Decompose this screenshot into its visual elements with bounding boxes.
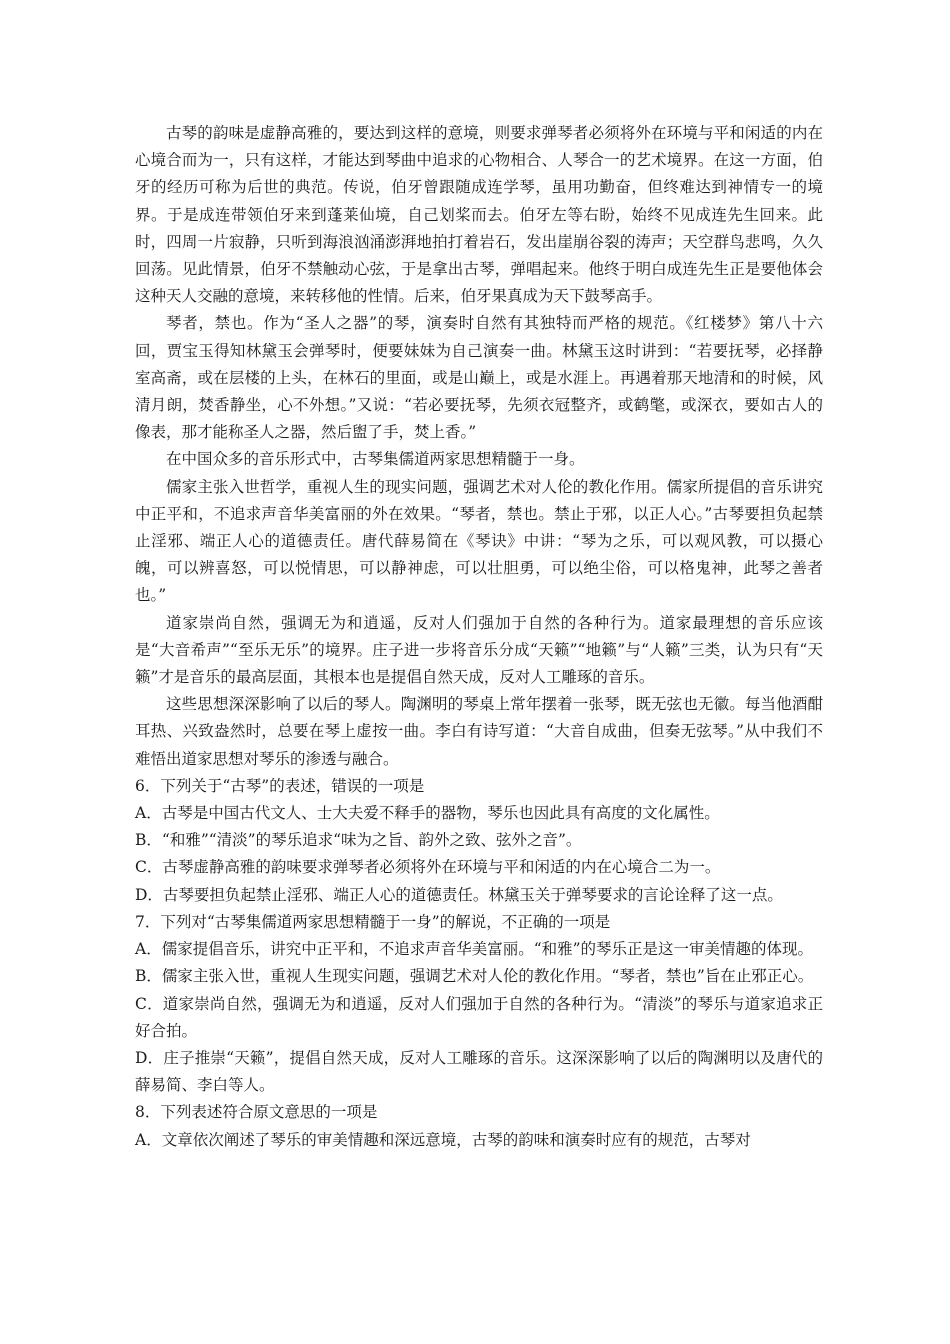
passage-paragraph-3: 在中国众多的音乐形式中，古琴集儒道两家思想精髓于一身。: [166, 450, 585, 469]
passage-paragraph-4: 儒家主张入世哲学，重视人生的现实问题，强调艺术对人伦的教化作用。儒家所提倡的音乐讲究中正平和，不追求声音华美富丽的外在效果。“琴者，禁也。禁止于邪，以正人心。”古琴要担负起禁止淫邪、端正人心的道德责任。唐代薛易简在《琴诀》中讲：“琴为之乐，可以观风教，可以摄心魄，可以辨喜怒，可以悦情思，可以静神虑，可以壮胆勇，可以绝尘俗，可以格鬼神，此琴之善者也。”: [135, 477, 823, 605]
document-page: [135, 120, 823, 1154]
option-a: A．儒家提倡音乐，讲究中正平和，不追求声音华美富丽。“和雅”的琴乐正是这一审美情趣的体现。: [135, 940, 814, 959]
option-a: A．文章依次阐述了琴乐的审美情趣和深远意境，古琴的韵味和演奏时应有的规范，古琴对: [135, 1130, 751, 1149]
option-c: C．古琴虚静高雅的韵味要求弹琴者必须将外在环境与平和闲适的内在心境合二为一。: [135, 858, 721, 877]
option-d: D．庄子推崇“天籁”，提倡自然天成，反对人工雕琢的音乐。这深深影响了以后的陶渊明以及唐代的薛易简、李白等人。: [135, 1048, 823, 1095]
passage-paragraph-6: 这些思想深深影响了以后的琴人。陶渊明的琴桌上常年摆着一张琴，既无弦也无徽。每当他酒酣耳热、兴致盎然时，总要在琴上虚按一曲。李白有诗写道：“大音自成曲，但奏无弦琴。”从中我们不难悟出道家思想对琴乐的渗透与融合。: [135, 695, 823, 768]
passage-paragraph-1: 古琴的韵味是虚静高雅的，要达到这样的意境，则要求弹琴者必须将外在环境与平和闲适的内在心境合而为一，只有这样，才能达到琴曲中追求的心物相合、人琴合一的艺术境界。在这一方面，伯牙的经历可称为后世的典范。传说，伯牙曾跟随成连学琴，虽用功勤奋，但终难达到神情专一的境界。于是成连带领伯牙来到蓬莱仙境，自己划桨而去。伯牙左等右盼，始终不见成连先生回来。此时，四周一片寂静，只听到海浪汹涌澎湃地拍打着岩石，发出崖崩谷裂的涛声；天空群鸟悲鸣，久久回荡。见此情景，伯牙不禁触动心弦，于是拿出古琴，弹唱起来。他终于明白成连先生正是要他体会这种天人交融的意境，来转移他的性情。后来，伯牙果真成为天下鼓琴高手。: [135, 124, 823, 306]
question-8: [135, 1099, 823, 1153]
question-stem: 6．下列关于“古琴”的表述，错误的一项是: [135, 776, 425, 795]
option-a: A．古琴是中国古代文人、士大夫爱不释手的器物，琴乐也因此具有高度的文化属性。: [135, 804, 720, 823]
question-7: [135, 909, 823, 1099]
passage-paragraph-2: 琴者，禁也。作为“圣人之器”的琴，演奏时自然有其独特而严格的规范。《红楼梦》第八十六回，贾宝玉得知林黛玉会弹琴时，便要妹妹为自己演奏一曲。林黛玉这时讲到：“若要抚琴，必择静室高斋，或在层楼的上头，在林石的里面，或是山巅上，或是水涯上。再遇着那天地清和的时候，风清月朗，焚香静坐，心不外想。”又说：“若必要抚琴，先须衣冠整齐，或鹤氅，或深衣，要如古人的像表，那才能称圣人之器，然后盥了手，焚上香。”: [135, 314, 823, 442]
question-6: [135, 773, 823, 909]
option-c: C．道家崇尚自然，强调无为和逍遥，反对人们强加于自然的各种行为。“清淡”的琴乐与道家追求正好合拍。: [135, 994, 823, 1040]
option-b: B．儒家主张入世，重视人生现实问题，强调艺术对人伦的教化作用。“琴者，禁也”旨在止邪正心。: [135, 967, 814, 986]
passage-paragraph-5: 道家崇尚自然，强调无为和逍遥，反对人们强加于自然的各种行为。道家最理想的音乐应该是“大音希声”“至乐无乐”的境界。庄子进一步将音乐分成“天籁”“地籁”与“人籁”三类，认为只有“天籁”才是音乐的最高层面，其根本也是提倡自然天成，反对人工雕琢的音乐。: [135, 613, 823, 687]
question-stem: 8．下列表述符合原文意思的一项是: [135, 1103, 378, 1122]
option-d: D．古琴要担负起禁止淫邪、端正人心的道德责任。林黛玉关于弹琴要求的言论诠释了这一点。: [135, 885, 783, 904]
reading-passage: [135, 120, 823, 773]
option-b: B．“和雅”“清淡”的琴乐追求“味为之旨、韵外之致、弦外之音”。: [135, 831, 582, 850]
question-stem: 7．下列对“古琴集儒道两家思想精髓于一身”的解说，不正确的一项是: [135, 912, 611, 931]
